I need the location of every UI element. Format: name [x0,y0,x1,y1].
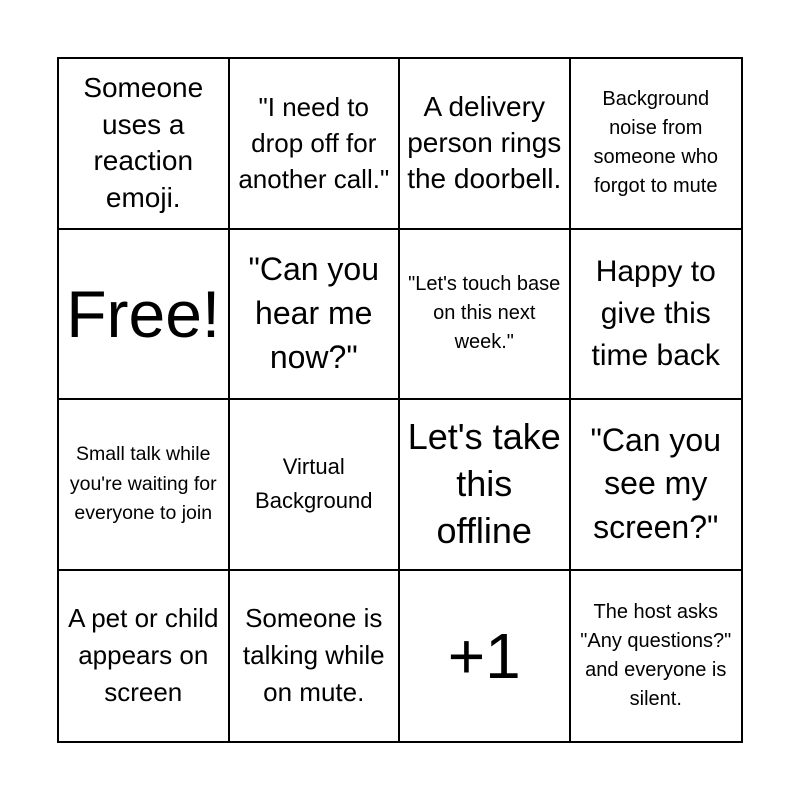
bingo-cell-text: "Can you see my screen?" [590,421,722,545]
bingo-cell[interactable] [400,230,571,401]
bingo-cell[interactable] [400,400,571,571]
bingo-cell-text: +1 [447,619,521,692]
bingo-cell-free[interactable] [59,230,230,401]
bingo-cell-text: A pet or child appears on screen [68,603,219,708]
bingo-cell-text: "Let's touch base on this next week." [408,273,561,354]
bingo-cell[interactable] [400,571,571,742]
bingo-cell[interactable] [230,400,401,571]
bingo-cell[interactable] [571,571,742,742]
bingo-cell-text: "I need to drop off for another call." [238,91,390,195]
bingo-cell-text: A delivery person rings the doorbell. [407,90,562,195]
bingo-cell-text: Happy to give this time back [591,254,720,372]
bingo-cell[interactable] [230,571,401,742]
bingo-cell[interactable] [59,59,230,230]
bingo-cell-text: Free! [66,276,221,351]
bingo-cell[interactable] [571,230,742,401]
bingo-cell-text: Small talk while you're waiting for everyone to join [69,443,217,524]
bingo-cell-text: Background noise from someone who forgot to mute [593,88,719,198]
bingo-cell[interactable] [59,400,230,571]
bingo-cell[interactable] [571,400,742,571]
bingo-cell-text: The host asks "Any questions?" and everyone is silent. [580,600,732,710]
bingo-board [57,57,743,743]
bingo-cell-text: Someone is talking while on mute. [242,603,385,708]
bingo-cell[interactable] [400,59,571,230]
bingo-cell[interactable] [230,230,401,401]
bingo-cell-text: Virtual Background [255,454,373,514]
bingo-cell-text: Let's take this offline [407,416,561,551]
bingo-cell[interactable] [571,59,742,230]
bingo-cell[interactable] [230,59,401,230]
bingo-cell-text: "Can you hear me now?" [248,251,380,375]
bingo-cell-text: Someone uses a reaction emoji. [83,72,204,213]
bingo-cell[interactable] [59,571,230,742]
